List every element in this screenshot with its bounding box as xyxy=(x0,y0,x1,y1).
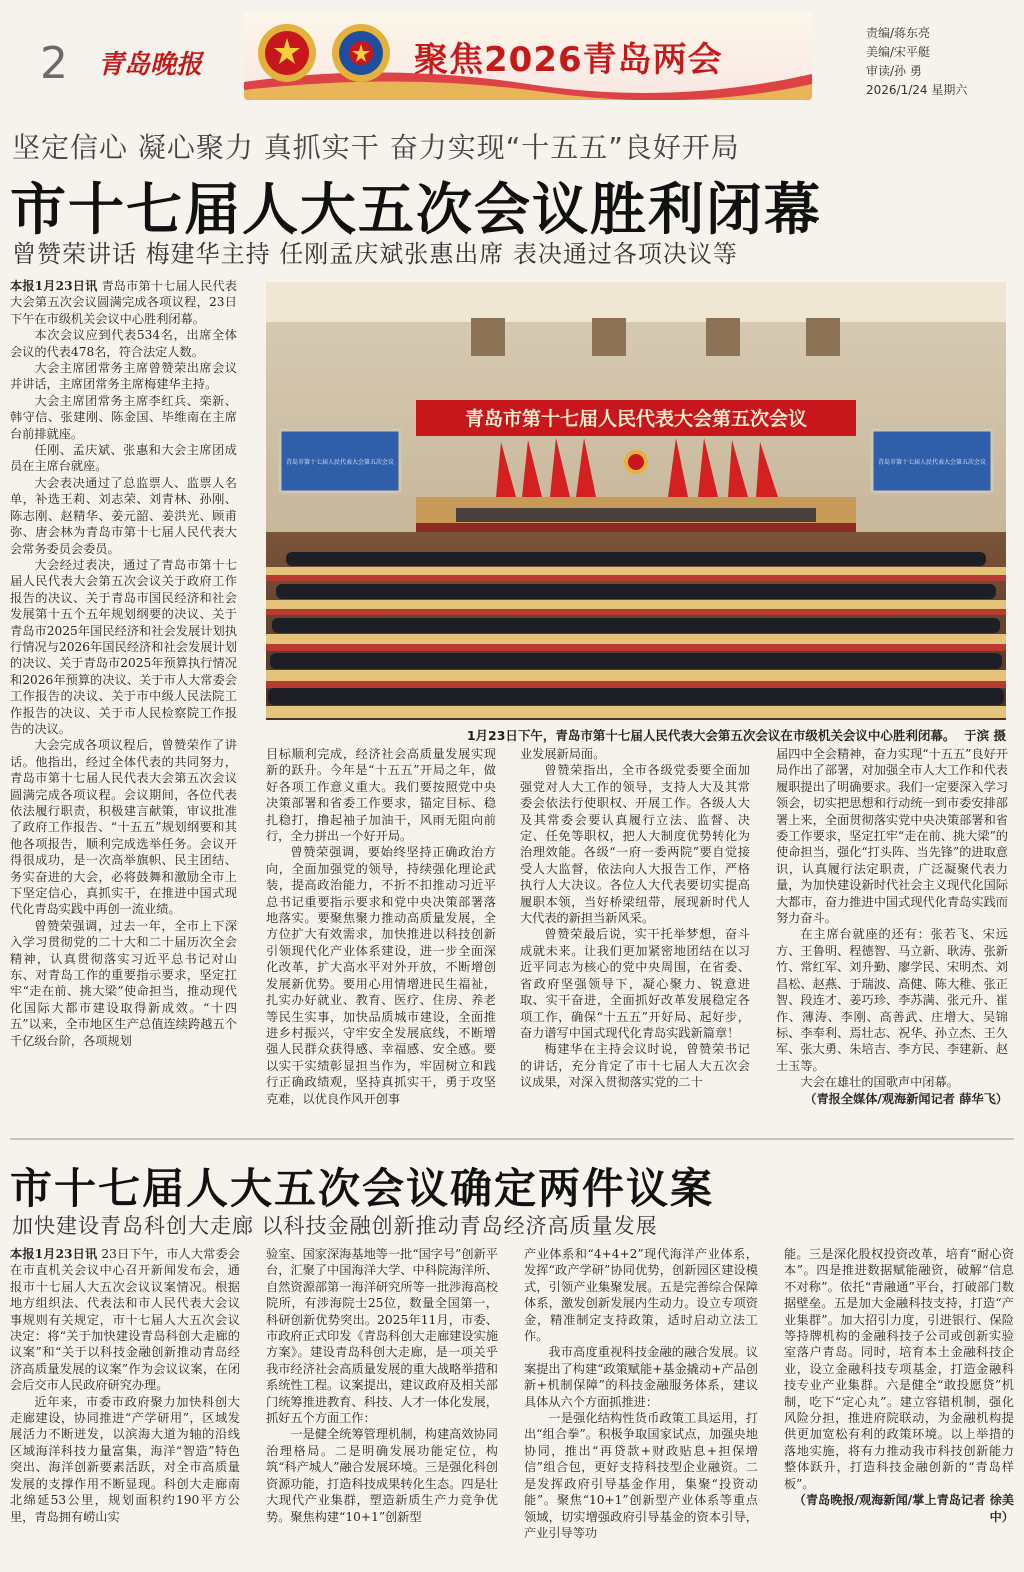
paragraph: 曾赞荣强调，过去一年，全市上下深入学习贯彻党的二十大和二十届历次全会精神，认真贯彻落实习近平总书记对山东、对青岛工作的重要指示要求，坚定扛牢“走在前、挑大梁”使命担当，推动现代化国际大都市建设取得新成效。“十四五”以来，全市地区生产总值连续跨越五个千亿级台阶，各项规划 xyxy=(10,918,237,1048)
national-emblem-icon xyxy=(256,22,318,84)
paragraph: 大会在雄壮的国歌声中闭幕。 xyxy=(800,1075,959,1090)
paragraph: 大会经过表决，通过了青岛市第十七届人民代表大会第五次会议关于政府工作报告的决议、关于青岛市国民经济和社会发展第十五个五年规划纲要的决议、关于青岛市2025年国民经济和社会发展计划执行情况与2026年国民经济和社会发展计划的决议、关于青岛市2025年预算执行情况和2026年预算的决议、关于市人大常委会工作报告的决议、关于市中级人民法院工作报告的决议、关于市人民检察院工作报告的决议。 xyxy=(10,557,237,736)
page-number: 2 xyxy=(40,38,68,89)
paragraph: 产业体系和“4+4+2”现代海洋产业体系，发挥“政产学研”协同优势，创新园区建设模式，引领产业集聚发展。五是完善综合保障体系，激发创新发展内生动力。设立专项资金，精准制定支持政策，适时启动立法工作。 xyxy=(524,1247,758,1344)
photographer: 于滨 摄 xyxy=(964,728,1006,743)
paragraph: 大会完成各项议程后，曾赞荣作了讲话。他指出，经过全体代表的共同努力，青岛市第十七届人民代表大会第五次会议圆满完成各项议程。会议期间，各位代表依法履行职责，积极建言献策，审议批准了政府工作报告、“十五五”规划纲要和其他各项报告，顺利完成选举任务。会议开得很成功，是一次高举旗帜、民主团结、务实奋进的大会，必将鼓舞和激励全市上下坚定信心，真抓实干，在推进中国式现代化青岛实践中再创一流业绩。 xyxy=(10,738,237,917)
paragraph: 曾赞荣指出，全市各级党委要全面加强党对人大工作的领导，支持人大及其常委会依法行使职权、开展工作。各级人大及其常委会要认真履行立法、监督、决定、任免等职权，把人大制度优势转化为治理效能。各级“一府一委两院”要自觉接受人大监督，依法向人大报告工作，严格执行人大决议。各位人大代表要切实提高履职本领，当好桥梁纽带，展现新时代人大代表的新担当新风采。 xyxy=(520,763,750,926)
left-screen-text: 青岛市第十七届人民代表大会第五次会议 xyxy=(285,459,395,466)
section-divider xyxy=(10,1138,1014,1140)
article1-column-4 xyxy=(776,746,1008,1136)
article2-credit: （青岛晚报/观海新闻/掌上青岛记者 徐美中） xyxy=(793,1493,1014,1524)
paragraph: 一是健全统筹管理机制，构建高效协同治理格局。二是明确发展功能定位，构筑“科产城人”融合发展环境。三是强化科创资源功能，打造科技成果转化生态。四是壮大现代产业集群，塑造新质生产力竞争优势。聚焦构建“10+1”创新型 xyxy=(266,1427,498,1524)
caption-text: 1月23日下午，青岛市第十七届人民代表大会第五次会议在市级机关会议中心胜利闭幕。 xyxy=(466,728,956,743)
article1-column-1 xyxy=(10,278,237,1136)
article2-column-1 xyxy=(10,1246,240,1568)
article2-column-3 xyxy=(524,1246,758,1568)
paragraph: 大会主席团常务主席李红兵、栾新、韩守信、张建刚、陈金国、毕维南在主席台前排就座。 xyxy=(10,393,237,441)
article2-column-2 xyxy=(266,1246,498,1568)
conference-photo xyxy=(266,282,1006,720)
paragraph: 大会主席团常务主席曾赞荣出席会议并讲话，主席团常务主席梅建华主持。 xyxy=(10,361,237,392)
editor-line: 审读/孙 勇 xyxy=(866,64,922,78)
dateline: 本报1月23日讯 xyxy=(10,1247,98,1261)
article2-headline: 市十七届人大五次会议确定两件议案 xyxy=(10,1164,715,1213)
paragraph: 届四中全会精神，奋力实现“十五五”良好开局作出了部署，对加强全市人大工作和代表履职提出了明确要求。我们一定要深入学习领会，切实把思想和行动统一到市委安排部署上来，全面贯彻落实党中央决策部署和省委工作要求，坚定扛牢“走在前、挑大梁”的使命担当，强化“打头阵、当先锋”的进取意识，认真履行法定职责，广泛凝聚代表力量，为加快建设新时代社会主义现代化国际大都市，奋力推进中国式现代化青岛实践而努力奋斗。 xyxy=(776,747,1008,926)
article1-column-2 xyxy=(266,746,496,1136)
paragraph: 能。三是深化股权投资改革，培育“耐心资本”。四是推进数据赋能融资，破解“信息不对称”。依托“青融通”平台，打破部门数据壁垒。五是加大金融科技支持，打造“产业集群”。加大招引力度，引进银行、保险等持牌机构的金融科技子公司或创新实验室落户青岛。同时，培育本土金融科技企业，设立金融科技专项基金，打造金融科技专业产业集群。六是健全“敢投愿贷”机制，吃下“定心丸”。建立容错机制，强化风险分担，推进府院联动，为金融机构提供更加宽松有利的政策环境。以上举措的落地实施，将有力推动我市科技创新能力整体跃升，打造科技金融创新的“青岛样板”。 xyxy=(784,1247,1014,1491)
photo-caption xyxy=(266,726,1006,744)
editor-line: 责编/蒋东亮 xyxy=(866,26,931,40)
editor-line: 美编/宋平艇 xyxy=(866,45,931,59)
assembly-hall-illustration xyxy=(266,282,1006,720)
paragraph: 一是强化结构性货币政策工具运用，打出“组合拳”。积极争取国家试点，加强央地协同，推出“再贷款+财政贴息+担保增信”组合包，更好支持科技型企业融资。二是发挥政府引导基金作用，集聚“投资动能”。聚焦“10+1”创新型产业体系等重点领域，切实增强政府引导基金的资本引导，产业引导等功 xyxy=(524,1411,758,1540)
article1-headline: 市十七届人大五次会议胜利闭幕 xyxy=(10,178,822,243)
paragraph: 曾赞荣强调，要始终坚持正确政治方向，全面加强党的领导，持续强化理论武装，提高政治能力，不折不扣推动习近平总书记重要指示要求和党中央决策部署落地落实。要聚焦聚力推动高质量发展，全方位扩大有效需求，加快推进以科技创新引领现代化产业体系建设，进一步全面深化改革，扩大高水平对外开放，不断增创发展新优势。要用心用情增进民生福祉，扎实办好就业、教育、医疗、住房、养老等民生实事，加快品质城市建设，全面推进乡村振兴，守牢安全发展底线，不断增强人民群众获得感、幸福感、安全感。要以实干实绩彰显担当作为，牢固树立和践行正确政绩观，坚持真抓实干，勇于攻坚克难，以优良作风开创事 xyxy=(266,845,496,1106)
editors-box xyxy=(866,24,967,100)
cppcc-emblem-icon xyxy=(330,22,392,84)
paragraph: 近年来，市委市政府聚力加快科创大走廊建设，协同推进“产学研用”，区域发展活力不断迸发，以滨海大道为轴的沿线区域海洋科技力量富集，海洋“智造”特色突出、海洋创新要素活跃，对全市高质量发展的支撑作用不断显现。科创大走廊南北绵延53公里，规划面积约190平方公里，青岛拥有崂山实 xyxy=(10,1394,240,1524)
issue-date: 2026/1/24 星期六 xyxy=(866,83,968,97)
paragraph xyxy=(10,278,237,327)
paragraph: 梅建华在主持会议时说，曾赞荣书记的讲话，充分肯定了市十七届人大五次会议成果，对深入贯彻落实党的二十 xyxy=(520,1042,750,1090)
paragraph: 业发展新局面。 xyxy=(520,747,606,761)
paragraph-text: 23日下午，市人大常委会在市直机关会议中心召开新闻发布会，通报市十七届人大五次会议议案情况。根据地方组织法、代表法和市人民代表大会议事规则有关规定，市十七届人大五次会议决定：将“关于加快建设青岛科创大走廊的议案”和“关于以科技金融创新推动青岛经济高质量发展的议案”作为会议议案，在闭会后交市人民政府研究办理。 xyxy=(10,1247,240,1393)
dateline: 本报1月23日讯 xyxy=(10,279,98,293)
banner xyxy=(244,12,812,100)
right-screen-text: 青岛市第十七届人民代表大会第五次会议 xyxy=(877,459,987,466)
paragraph: 本次会议应到代表534名，出席全体会议的代表478名，符合法定人数。 xyxy=(10,328,237,359)
banner-title: 聚焦2026青岛两会 xyxy=(414,40,723,80)
paragraph: 大会表决通过了总监票人、监票人名单，补选王莉、刘志荣、刘青林、孙刚、陈志刚、赵精华、姜元韶、姜洪光、顾甫弥、唐会林为青岛市第十七届人民代表大会常务委员会委员。 xyxy=(10,475,237,556)
paragraph: 验室、国家深海基地等一批“国字号”创新平台，汇聚了中国海洋大学、中科院海洋所、自然资源部第一海洋研究所等一批涉海高校院所，有涉海院士25位，数量全国第一，科研创新优势突出。2025年11月，市委、市政府正式印发《青岛科创大走廊建设实施方案》。建设青岛科创大走廊，是一项关乎我市经济社会高质量发展的重大战略举措和系统性工程。议案提出，建议政府及相关部门统筹推进教育、科技、人才一体化发展，抓好五个方面工作： xyxy=(266,1247,498,1426)
paragraph: 曾赞荣最后说，实干托举梦想，奋斗成就未来。让我们更加紧密地团结在以习近平同志为核心的党中央周围，在省委、省政府坚强领导下，凝心聚力、锐意进取、实干奋进，全面抓好改革发展稳定各项工作，确保“十五五”开好局、起好步，奋力谱写中国式现代化青岛实践新篇章！ xyxy=(520,927,750,1040)
paragraph-text: 青岛市第十七届人民代表大会第五次会议圆满完成各项议程，23日下午在市级机关会议中心胜利闭幕。 xyxy=(10,279,237,326)
article1-column-3 xyxy=(520,746,750,1136)
paragraph xyxy=(10,1246,240,1394)
paragraph: 我市高度重视科技金融的融合发展。议案提出了构建“政策赋能+基金撬动+产品创新+机制保障”的科技金融服务体系，建议具体从六个方面抓推进： xyxy=(524,1345,758,1409)
stage-banner-text: 青岛市第十七届人民代表大会第五次会议 xyxy=(464,408,808,430)
article2-subhead: 加快建设青岛科创大走廊 以科技金融创新推动青岛经济高质量发展 xyxy=(12,1214,658,1238)
paragraph: 目标顺利完成，经济社会高质量发展实现新的跃升。今年是“十五五”开局之年，做好各项工作意义重大。我们要按照党中央决策部署和省委工作要求，锚定目标、稳扎稳打，撸起袖子加油干，风雨无阻向前行，全力拼出一个好开局。 xyxy=(266,747,496,844)
article2-column-4 xyxy=(784,1246,1014,1568)
paragraph: 任刚、孟庆斌、张惠和大会主席团成员在主席台就座。 xyxy=(10,443,237,474)
article1-kicker: 坚定信心 凝心聚力 真抓实干 奋力实现“十五五”良好开局 xyxy=(12,131,740,164)
paragraph: 在主席台就座的还有：张若飞、宋远方、王鲁明、程德智、马立新、耿涛、张新竹、常红军、刘升勤、廖学民、宋明杰、刘昌松、赵燕、于瑞波、高健、陈大稚、张正智、段连才、姜巧珍、李苏满、张元升、崔作、薄涛、李刚、高善武、庄增大、吴锦标、李奉利、焉壮志、祝华、孙立杰、王久军、张大勇、朱培吉、李方民、李建新、赵士玉等。 xyxy=(776,927,1008,1073)
article1-credit: （青报全媒体/观海新闻记者 薛华飞） xyxy=(804,1091,1008,1106)
newspaper-name: 青岛晚报 xyxy=(98,50,203,80)
article1-subhead: 曾赞荣讲话 梅建华主持 任刚孟庆斌张惠出席 表决通过各项决议等 xyxy=(12,240,738,268)
